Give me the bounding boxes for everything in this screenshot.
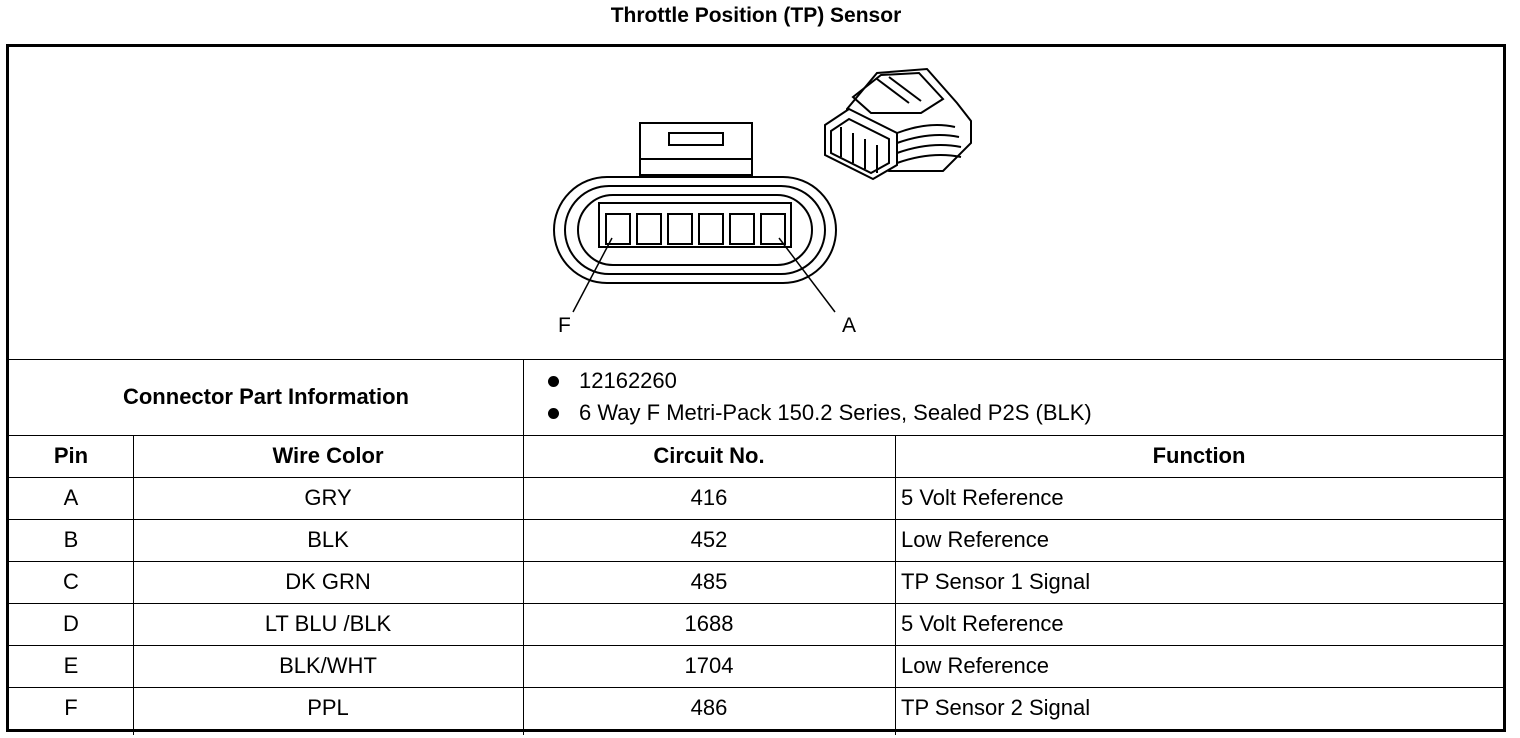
- cell-circuit: 1688: [684, 611, 734, 636]
- cell-function: Low Reference: [901, 653, 1049, 678]
- bullet-icon: [548, 376, 559, 387]
- cell-function: Low Reference: [901, 527, 1049, 552]
- connector-diagram: [9, 47, 1503, 359]
- cell-wire-color: BLK/WHT: [279, 653, 377, 678]
- cell-pin: E: [63, 653, 79, 678]
- connector-info-label: Connector Part Information: [122, 384, 409, 409]
- cell-pin: F: [64, 695, 78, 720]
- pin-label-a: A: [842, 314, 857, 337]
- cell-circuit: 486: [690, 695, 728, 720]
- cell-wire-color: PPL: [307, 695, 349, 720]
- cell-circuit: 416: [690, 485, 728, 510]
- cell-wire-color: GRY: [304, 485, 352, 510]
- header-wire-color: Wire Color: [272, 443, 384, 468]
- connector-table: [6, 44, 1506, 732]
- part-description: 6 Way F Metri-Pack 150.2 Series, Sealed P2S (BLK): [579, 400, 1092, 425]
- part-number: 12162260: [579, 368, 677, 393]
- connector-illustration: [9, 47, 1503, 359]
- cell-function: TP Sensor 2 Signal: [901, 695, 1091, 720]
- cell-pin: C: [63, 569, 79, 594]
- cell-wire-color: DK GRN: [285, 569, 371, 594]
- page-title: Throttle Position (TP) Sensor: [610, 4, 902, 27]
- list-item: [548, 398, 1092, 428]
- cell-function: 5 Volt Reference: [901, 611, 1064, 636]
- cell-circuit: 452: [690, 527, 728, 552]
- cell-circuit: 485: [690, 569, 728, 594]
- bullet-icon: [548, 408, 559, 419]
- cell-pin: D: [63, 611, 79, 636]
- connector-info-list: [524, 359, 1503, 435]
- pin-label-f: F: [558, 314, 571, 337]
- cell-pin: B: [63, 527, 79, 552]
- header-circuit: Circuit No.: [653, 443, 765, 468]
- cell-wire-color: LT BLU /BLK: [264, 611, 392, 636]
- cell-function: TP Sensor 1 Signal: [901, 569, 1091, 594]
- list-item: [548, 366, 677, 396]
- header-pin: Pin: [53, 443, 89, 468]
- header-function: Function: [1152, 443, 1246, 468]
- cell-circuit: 1704: [684, 653, 734, 678]
- cell-wire-color: BLK: [307, 527, 349, 552]
- cell-function: 5 Volt Reference: [901, 485, 1064, 510]
- cell-pin: A: [63, 485, 79, 510]
